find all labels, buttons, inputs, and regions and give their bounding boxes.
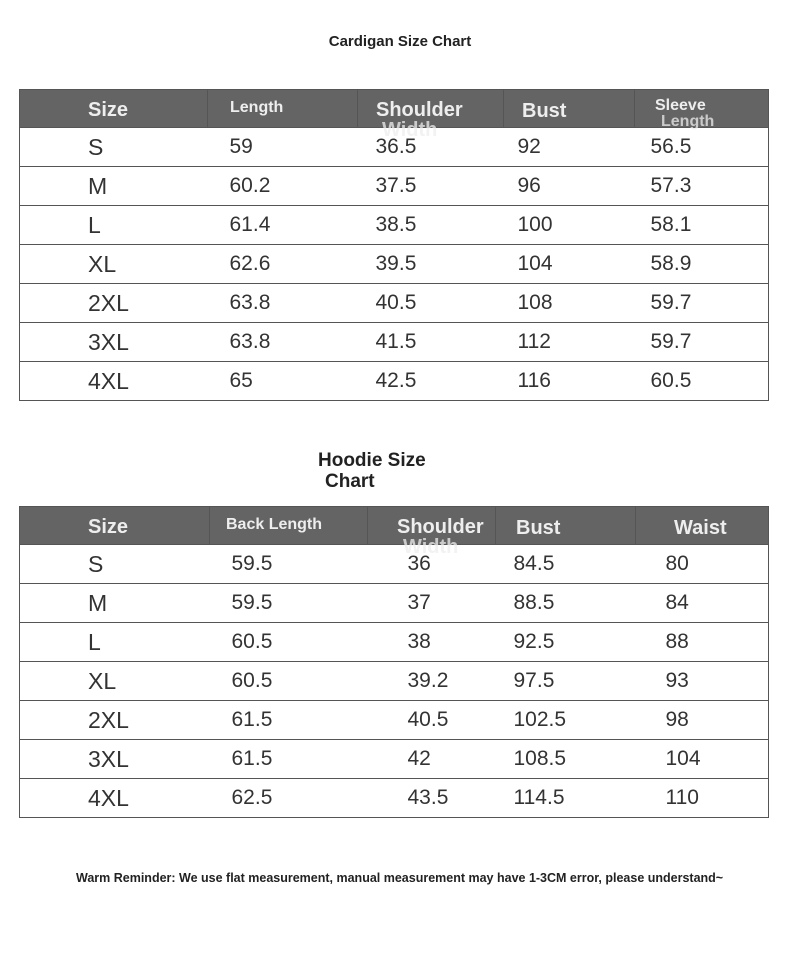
measurement-cell: 108.5 <box>496 740 636 779</box>
measurement-cell: 42 <box>368 740 496 779</box>
measurement-cell: 59.5 <box>210 545 368 584</box>
size-cell: 3XL <box>20 323 208 362</box>
measurement-cell: 43.5 <box>368 779 496 818</box>
warm-reminder-note: Warm Reminder: We use flat measurement, manual measurement may have 1-3CM error, please understand~ <box>76 871 724 885</box>
table-row <box>20 206 769 245</box>
header-size: Size <box>20 90 208 128</box>
measurement-cell: 37.5 <box>358 167 504 206</box>
cardigan-size-table <box>19 89 769 401</box>
header-shoulder-width-label: Shoulder Width <box>376 99 463 141</box>
measurement-cell: 40.5 <box>368 701 496 740</box>
size-cell: M <box>20 584 210 623</box>
measurement-cell: 59.5 <box>210 584 368 623</box>
measurement-cell: 38.5 <box>358 206 504 245</box>
measurement-cell: 112 <box>504 323 635 362</box>
measurement-cell: 63.8 <box>208 323 358 362</box>
measurement-cell: 60.5 <box>210 662 368 701</box>
measurement-cell: 39.5 <box>358 245 504 284</box>
size-cell: S <box>20 545 210 584</box>
table-row <box>20 740 769 779</box>
measurement-cell: 65 <box>208 362 358 401</box>
measurement-cell: 39.2 <box>368 662 496 701</box>
hoodie-size-table <box>19 506 769 818</box>
size-cell: 2XL <box>20 284 208 323</box>
measurement-cell: 59 <box>208 128 358 167</box>
measurement-cell: 58.9 <box>635 245 769 284</box>
measurement-cell: 88.5 <box>496 584 636 623</box>
measurement-cell: 92 <box>504 128 635 167</box>
table-row <box>20 323 769 362</box>
size-cell: S <box>20 128 208 167</box>
measurement-cell: 41.5 <box>358 323 504 362</box>
measurement-cell: 60.5 <box>635 362 769 401</box>
measurement-cell: 42.5 <box>358 362 504 401</box>
size-cell: M <box>20 167 208 206</box>
measurement-cell: 60.5 <box>210 623 368 662</box>
measurement-cell: 62.6 <box>208 245 358 284</box>
measurement-cell: 56.5 <box>635 128 769 167</box>
table-row <box>20 584 769 623</box>
hoodie-title-line2: Chart <box>325 471 375 492</box>
size-cell: XL <box>20 245 208 284</box>
header-bust: Bust <box>496 507 636 545</box>
table-row <box>20 245 769 284</box>
measurement-cell: 84.5 <box>496 545 636 584</box>
measurement-cell: 61.5 <box>210 740 368 779</box>
measurement-cell: 96 <box>504 167 635 206</box>
measurement-cell: 59.7 <box>635 323 769 362</box>
measurement-cell: 37 <box>368 584 496 623</box>
measurement-cell: 36 <box>368 545 496 584</box>
measurement-cell: 63.8 <box>208 284 358 323</box>
measurement-cell: 102.5 <box>496 701 636 740</box>
measurement-cell: 88 <box>636 623 769 662</box>
measurement-cell: 40.5 <box>358 284 504 323</box>
size-cell: 3XL <box>20 740 210 779</box>
measurement-cell: 62.5 <box>210 779 368 818</box>
header-shoulder-width <box>358 90 504 141</box>
size-cell: 2XL <box>20 701 210 740</box>
table-header-row <box>20 90 769 128</box>
measurement-cell: 38 <box>368 623 496 662</box>
table-row <box>20 362 769 401</box>
size-cell: L <box>20 623 210 662</box>
table-row <box>20 167 769 206</box>
measurement-cell: 80 <box>636 545 769 584</box>
measurement-cell: 104 <box>636 740 769 779</box>
table-row <box>20 545 769 584</box>
hoodie-chart-title <box>318 450 478 492</box>
header-shoulder-width: Shoulder Width <box>368 507 496 545</box>
measurement-cell: 59.7 <box>635 284 769 323</box>
measurement-cell: 98 <box>636 701 769 740</box>
table-row <box>20 284 769 323</box>
measurement-cell: 92.5 <box>496 623 636 662</box>
header-size: Size <box>20 507 210 545</box>
header-waist: Waist <box>636 507 769 545</box>
header-sleeve-length: Sleeve Length <box>635 90 769 128</box>
table-row <box>20 662 769 701</box>
cardigan-chart-title: Cardigan Size Chart <box>328 33 472 50</box>
measurement-cell: 60.2 <box>208 167 358 206</box>
measurement-cell: 100 <box>504 206 635 245</box>
table-row <box>20 701 769 740</box>
table-header-row <box>20 507 769 545</box>
size-cell: 4XL <box>20 362 208 401</box>
measurement-cell: 61.4 <box>208 206 358 245</box>
header-bust: Bust <box>504 90 635 128</box>
measurement-cell: 36.5 <box>358 128 504 167</box>
size-cell: 4XL <box>20 779 210 818</box>
hoodie-title-line1: Hoodie Size <box>318 450 426 471</box>
measurement-cell: 61.5 <box>210 701 368 740</box>
size-cell: XL <box>20 662 210 701</box>
measurement-cell: 84 <box>636 584 769 623</box>
measurement-cell: 97.5 <box>496 662 636 701</box>
table-row <box>20 623 769 662</box>
measurement-cell: 104 <box>504 245 635 284</box>
header-length: Length <box>208 90 358 128</box>
table-row <box>20 779 769 818</box>
measurement-cell: 116 <box>504 362 635 401</box>
measurement-cell: 93 <box>636 662 769 701</box>
measurement-cell: 58.1 <box>635 206 769 245</box>
size-cell: L <box>20 206 208 245</box>
header-back-length: Back Length <box>210 507 368 545</box>
measurement-cell: 57.3 <box>635 167 769 206</box>
measurement-cell: 114.5 <box>496 779 636 818</box>
measurement-cell: 110 <box>636 779 769 818</box>
measurement-cell: 108 <box>504 284 635 323</box>
